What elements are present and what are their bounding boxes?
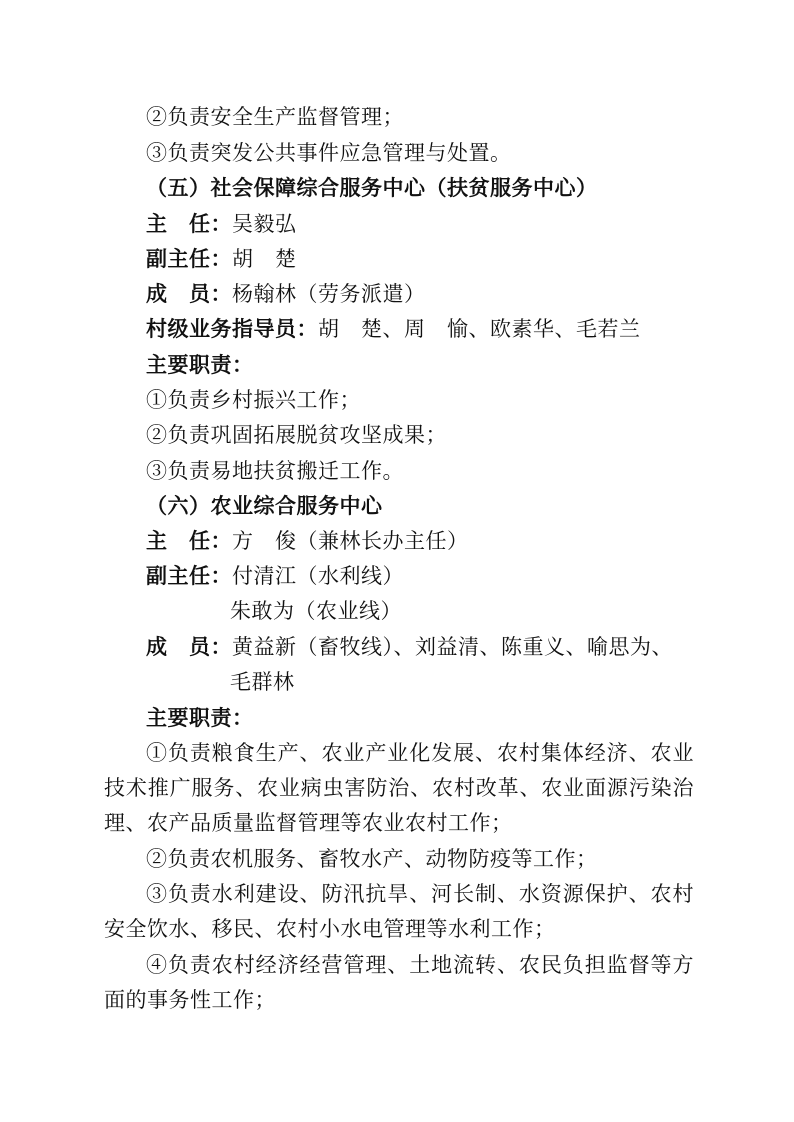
section-heading-agriculture: （六）农业综合服务中心 [146, 494, 383, 518]
duty-paragraph-line: ③负责水利建设、防汛抗旱、河长制、水资源保护、农村 [146, 882, 694, 906]
director-label: 主 任： [146, 529, 232, 553]
director-name: 方 俊（兼林长办主任） [232, 529, 469, 553]
director-label: 主 任： [146, 212, 232, 236]
duty-line: ③负责突发公共事件应急管理与处置。 [146, 141, 512, 165]
duty-paragraph-line: 理、农产品质量监督管理等农业农村工作； [104, 811, 513, 835]
duties-heading: 主要职责： [146, 353, 254, 377]
duty-paragraph-line: 技术推广服务、农业病虫害防治、农村改革、农业面源污染治 [104, 776, 694, 800]
director-row [146, 527, 469, 555]
section-heading-social-security: （五）社会保障综合服务中心（扶贫服务中心） [146, 176, 598, 200]
director-row [146, 210, 297, 238]
village-guide-row [146, 315, 641, 343]
duty-paragraph-line: 安全饮水、移民、农村小水电管理等水利工作； [104, 917, 556, 941]
deputy-director-name-2: 朱敢为（农业线） [230, 599, 402, 623]
deputy-director-name: 付清江（水利线） [232, 564, 404, 588]
members-label: 成 员： [146, 635, 232, 659]
duty-line: ②负责巩固拓展脱贫攻坚成果； [146, 423, 447, 447]
members-row [146, 633, 673, 661]
duty-line: ②负责安全生产监督管理； [146, 105, 404, 129]
members-label: 成 员： [146, 282, 232, 306]
deputy-director-label: 副主任： [146, 247, 232, 271]
deputy-director-label: 副主任： [146, 564, 232, 588]
duties-heading: 主要职责： [146, 706, 254, 730]
members-names-continued: 毛群林 [230, 670, 295, 694]
deputy-director-row [146, 245, 297, 273]
duty-line: ②负责农机服务、畜牧水产、动物防疫等工作； [146, 847, 598, 871]
director-name: 吴毅弘 [232, 212, 297, 236]
duty-paragraph-line: 面的事务性工作； [104, 988, 276, 1012]
duty-line: ③负责易地扶贫搬迁工作。 [146, 459, 404, 483]
village-guide-label: 村级业务指导员： [146, 317, 318, 341]
members-names: 黄益新（畜牧线）、刘益清、陈重义、喻思为、 [232, 635, 673, 659]
village-guide-names: 胡 楚、周 愉、欧素华、毛若兰 [318, 317, 641, 341]
deputy-director-name: 胡 楚 [232, 247, 297, 271]
members-names: 杨翰林（劳务派遣） [232, 282, 426, 306]
duty-line: ①负责乡村振兴工作； [146, 388, 361, 412]
members-row [146, 280, 426, 308]
duty-paragraph-line: ①负责粮食生产、农业产业化发展、农村集体经济、农业 [146, 741, 694, 765]
duty-paragraph-line: ④负责农村经济经营管理、土地流转、农民负担监督等方 [146, 953, 694, 977]
deputy-director-row [146, 562, 404, 590]
